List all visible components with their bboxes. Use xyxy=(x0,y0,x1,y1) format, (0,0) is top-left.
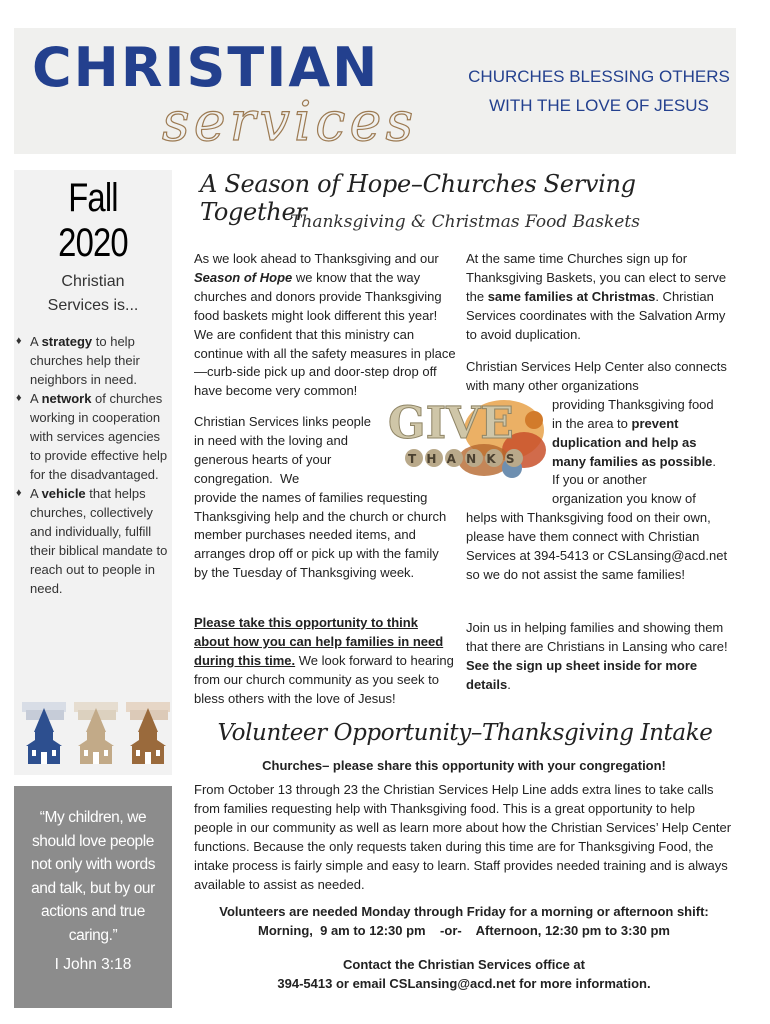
volunteer-contact-line-1: Contact the Christian Services office at xyxy=(342,957,585,972)
tagline xyxy=(454,62,744,120)
col2-paragraph-1: At the same time Churches sign up for Thanksgiving Baskets, you can elect to serve the same families at Christmas. Christian Services coordinates with the Salvation Army to avoid duplication. xyxy=(466,251,727,342)
logo-christian: CHRISTIAN xyxy=(32,36,380,99)
article-subtitle: Thanksgiving & Christmas Food Baskets xyxy=(290,212,640,232)
volunteer-body: From October 13 through 23 the Christian Services Help Line adds extra lines to take calls from families requesting help with Thanksgiving food. This is a great opportunity to help people in our community as well as learn more about how the Christian Services’ Help Center functions. Because the only requests taken during this time are for Thanksgiving Food, the intake process is fairly simple and easy to learn. Staff provides needed training and is always available to assist as needed. xyxy=(194,782,732,892)
logo-services: services xyxy=(162,90,418,153)
list-item: ♦ A network of churches working in cooperation with services agencies to provide effective help for the disadvantaged. xyxy=(16,389,172,484)
sidebar-title-line-1: Christian xyxy=(61,273,125,290)
list-item: ♦ A strategy to help churches help their neighbors in need. xyxy=(16,332,172,389)
quote-reference: I John 3:18 xyxy=(54,956,132,973)
sidebar-list xyxy=(16,332,172,598)
quote-box xyxy=(14,786,172,1008)
volunteer-title: Volunteer Opportunity–Thanksgiving Intake xyxy=(217,720,713,746)
give-thanks-graphic xyxy=(384,390,550,488)
col1-paragraph-2-text: Christian Services links people in need with the loving and generous hearts of your congregation. We provide the names of families requesting Thanksgiving help and the church or church member purchases needed items, and arranges drop off or pick up with the family by the Tuesday of Thanksgiving week. xyxy=(194,414,447,581)
churches-icon xyxy=(22,698,172,768)
sidebar-title-line-2: Services is... xyxy=(47,297,139,314)
col2-paragraph-2: Christian Services Help Center also connects with many other organizations providing Thanksgiving food in the area to prevent duplication and help as many families as possible. If you or another organization you know of helps with Thanksgiving food on their own, please have them connect with Christian Services at 394-5413 or CSLansing@acd.net so we do not assist the same families! xyxy=(466,359,728,582)
church-blue-icon xyxy=(22,702,66,764)
volunteer-shifts-line-1: Volunteers are needed Monday through Friday for a morning or afternoon shift: xyxy=(219,904,709,919)
list-item: ♦ A vehicle that helps churches, collectively and individually, fulfill their biblical mandate to reach out to people in need. xyxy=(16,484,172,598)
church-tan-icon xyxy=(74,702,118,764)
church-brown-icon xyxy=(126,702,170,764)
volunteer-contact-line-2: 394-5413 or email CSLansing@acd.net for more information. xyxy=(277,976,651,991)
thanks-word: THANKS xyxy=(408,452,525,466)
volunteer-shifts xyxy=(194,902,734,940)
col1-paragraph-1: As we look ahead to Thanksgiving and our Season of Hope we know that the way churches and donors provide Thanksgiving food baskets might look different this year! We are confident that this ministry can continue with all the safety measures in place—curb-side pick up and door-step drop off have become very common! xyxy=(194,251,456,399)
article-title: A Season of Hope–Churches Serving Together xyxy=(200,170,636,226)
sidebar-title xyxy=(14,270,172,318)
volunteer-contact xyxy=(194,955,734,993)
col2-paragraph-3: Join us in helping families and showing them that there are Christians in Lansing who care! See the sign up sheet inside for more details. xyxy=(466,620,728,692)
volunteer-subtitle: Churches– please share this opportunity with your congregation! xyxy=(262,758,666,773)
tagline-line-1: CHURCHES BLESSING OTHERS xyxy=(468,67,730,86)
volunteer-shifts-line-2: Morning, 9 am to 12:30 pm -or- Afternoon, 12:30 pm to 3:30 pm xyxy=(258,923,670,938)
header-banner xyxy=(14,28,736,154)
col1-paragraph-3: Please take this opportunity to think about how you can help families in need during this time. We look forward to hearing from our church community as you seek to bless others with the love of Jesus! xyxy=(194,615,454,706)
sidebar xyxy=(14,170,172,775)
tagline-line-2: WITH THE LOVE OF JESUS xyxy=(489,96,709,115)
give-word: GIVE xyxy=(388,398,514,449)
quote-text: “My children, we should love people not only with words and talk, but by our actions and true caring.” xyxy=(30,809,156,944)
season-label: Fall 2020 xyxy=(58,176,128,265)
